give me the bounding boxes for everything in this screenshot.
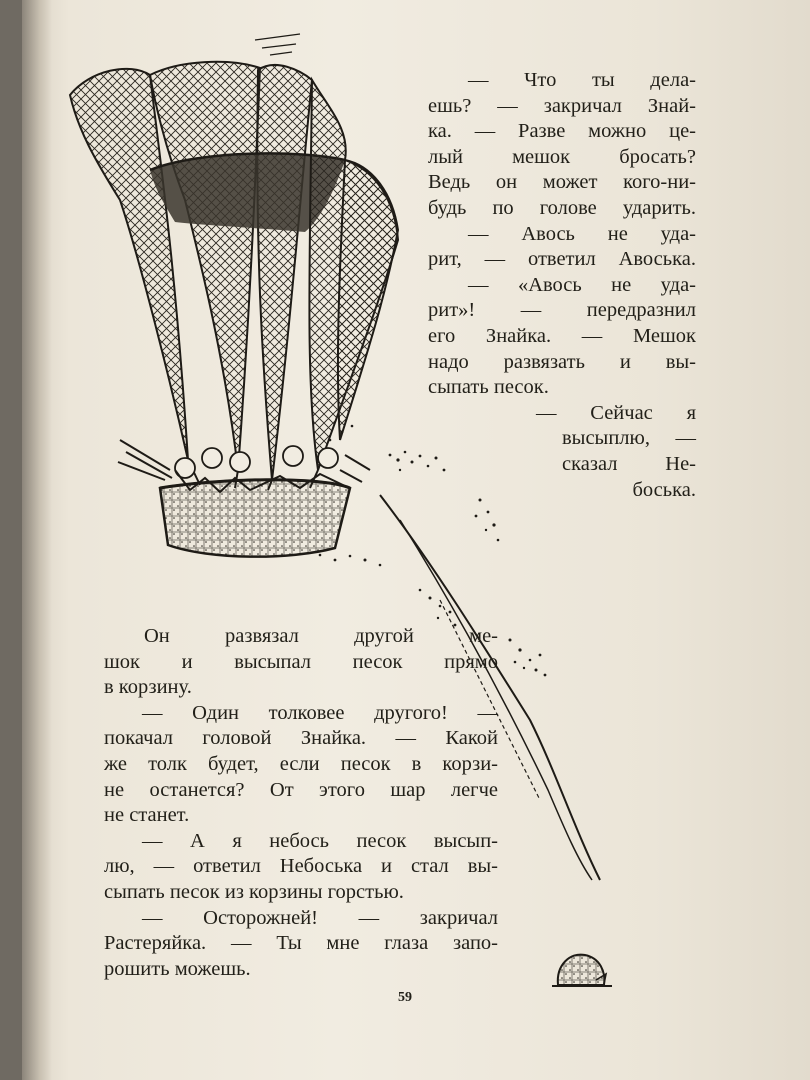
left-text-column (104, 624, 498, 982)
text-line: будь по голове ударить. (428, 196, 696, 219)
text-line: не станет. (104, 804, 190, 827)
text-line: сыпать песок. (428, 376, 549, 399)
text-line: — Сейчас я (536, 401, 696, 424)
text-line: ешь? — закричал Знай- (428, 94, 696, 117)
text-line: ка. — Разве можно це- (428, 120, 696, 143)
text-line: же толк будет, если песок в корзи- (104, 752, 498, 775)
balloon-basket (160, 480, 350, 557)
text-line: — Один толковее другого! — (142, 701, 498, 724)
text-line: в корзину. (104, 676, 192, 699)
text-line: лый мешок бросать? (428, 145, 696, 168)
text-line: рит»! — передразнил (428, 299, 696, 322)
text-line: надо развязать и вы- (428, 350, 696, 373)
text-line: сыпать песок из корзины горстью. (104, 880, 404, 903)
text-line: — Что ты дела- (468, 69, 696, 91)
text-line: боська. (632, 478, 696, 501)
sand-sack-icon (552, 955, 612, 986)
text-line: Ведь он может кого-ни- (428, 171, 696, 194)
text-line: Растеряйка. — Ты мне глаза запо- (104, 932, 498, 955)
right-text-column (428, 68, 696, 503)
text-line: Он развязал другой ме- (144, 625, 498, 647)
page-number: 59 (398, 990, 412, 1005)
text-line: высыплю, — (562, 427, 696, 450)
text-line: покачал головой Знайка. — Какой (104, 727, 498, 750)
text-line: рошить можешь. (104, 957, 251, 980)
balloon-envelope (70, 34, 398, 490)
text-line: его Знайка. — Мешок (428, 324, 696, 347)
text-line: — А я небось песок высып- (142, 829, 498, 852)
text-line: не останется? От этого шар легче (104, 778, 498, 801)
text-line: шок и высыпал песок прямо (104, 650, 498, 673)
text-line: сказал Не- (562, 452, 696, 475)
text-line: рит, — ответил Авоська. (428, 248, 696, 271)
text-line: — Авось не уда- (468, 222, 696, 245)
text-line: — «Авось не уда- (468, 273, 696, 296)
text-line: — Осторожней! — закричал (142, 906, 498, 929)
text-line: лю, — ответил Небоська и стал вы- (104, 855, 498, 878)
